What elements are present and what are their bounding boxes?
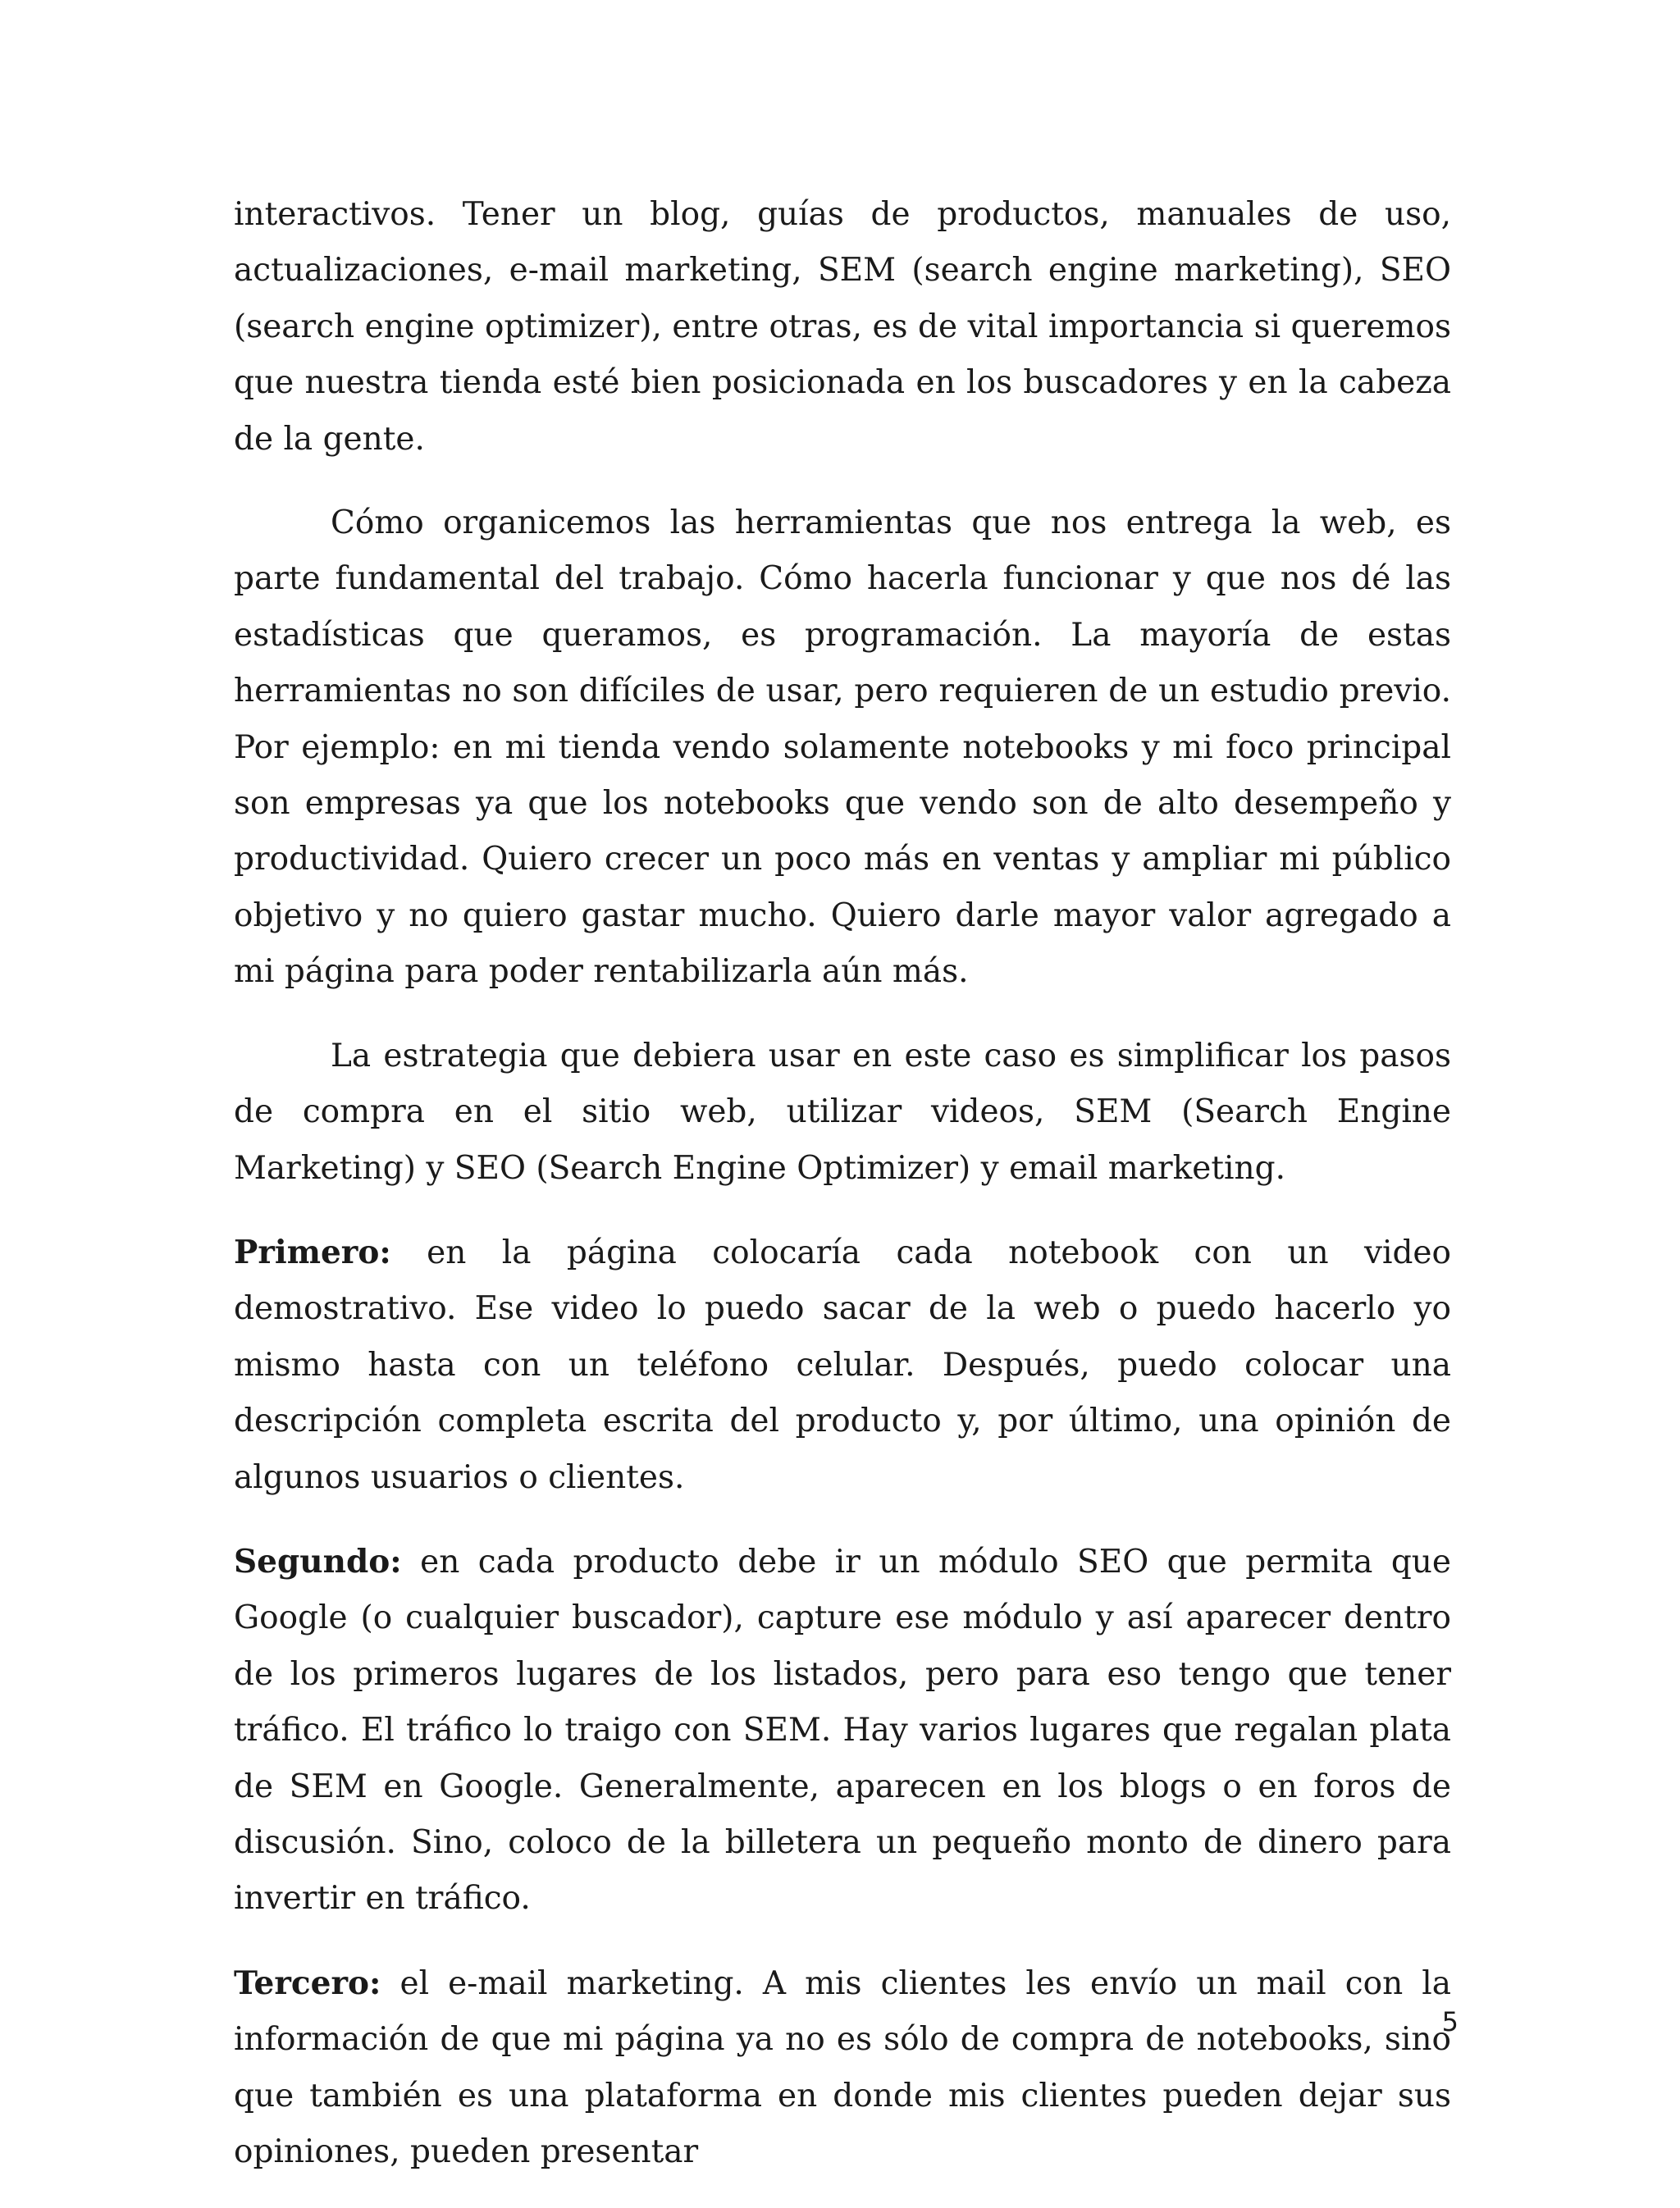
paragraph-primero — [234, 1225, 1451, 1506]
paragraph-segundo — [234, 1534, 1451, 1927]
paragraph-1 — [234, 187, 1451, 468]
paragraph-3 — [234, 1029, 1451, 1197]
paragraph-primero-lead: Primero: — [234, 1233, 391, 1271]
paragraph-tercero-lead: Tercero: — [234, 1964, 381, 2002]
paragraph-tercero — [234, 1955, 1451, 2181]
paragraph-2 — [234, 495, 1451, 1001]
page-number: 5 — [1441, 2006, 1459, 2037]
paragraph-1-text: interactivos. Tener un blog, guías de productos, manuales de uso, actualizaciones, e-mail marketing, SEM (search engine marketing), SEO (search engine optimizer), entre otras, es de vital importancia si queremos que nuestra tienda esté bien posicionada en los buscadores y en la cabeza de la gente. — [234, 196, 1451, 458]
body-text — [234, 187, 1451, 2208]
paragraph-tercero-text: el e-mail marketing. A mis clientes les envío un mail con la información de que mi página ya no es sólo de compra de notebooks, sino que también es una plataforma en donde mis clientes pueden dejar sus opiniones, pueden presentar — [234, 1964, 1451, 2170]
paragraph-segundo-lead: Segundo: — [234, 1542, 402, 1581]
paragraph-3-text: La estrategia que debiera usar en este caso es simplificar los pasos de compra en el sitio web, utilizar videos, SEM (Search Engine Marketing) y SEO (Search Engine Optimizer) y email marketing. — [234, 1037, 1451, 1187]
paragraph-segundo-text: en cada producto debe ir un módulo SEO que permita que Google (o cualquier buscador), capture ese módulo y así aparecer dentro de los primeros lugares de los listados, pero para eso tengo que tener tráfico. El tráfico lo traigo con SEM. Hay varios lugares que regalan plata de SEM en Google. Generalmente, aparecen en los blogs o en foros de discusión. Sino, coloco de la billetera un pequeño monto de dinero para invertir en tráfico. — [234, 1543, 1451, 1918]
paragraph-primero-text: en la página colocaría cada notebook con un video demostrativo. Ese video lo puedo sacar de la web o puedo hacerlo yo mismo hasta con un teléfono celular. Después, puedo colocar una descripción completa escrita del producto y, por último, una opinión de algunos usuarios o clientes. — [234, 1234, 1451, 1496]
paragraph-2-text: Cómo organicemos las herramientas que nos entrega la web, es parte fundamental del trabajo. Cómo hacerla funcionar y que nos dé las estadísticas que queramos, es programación. La mayoría de estas herramientas no son difíciles de usar, pero requieren de un estudio previo. Por ejemplo: en mi tienda vendo solamente notebooks y mi foco principal son empresas ya que los notebooks que vendo son de alto desempeño y productividad. Quiero crecer un poco más en ventas y ampliar mi público objetivo y no quiero gastar mucho. Quiero darle mayor valor agregado a mi página para poder rentabilizarla aún más. — [234, 504, 1451, 991]
